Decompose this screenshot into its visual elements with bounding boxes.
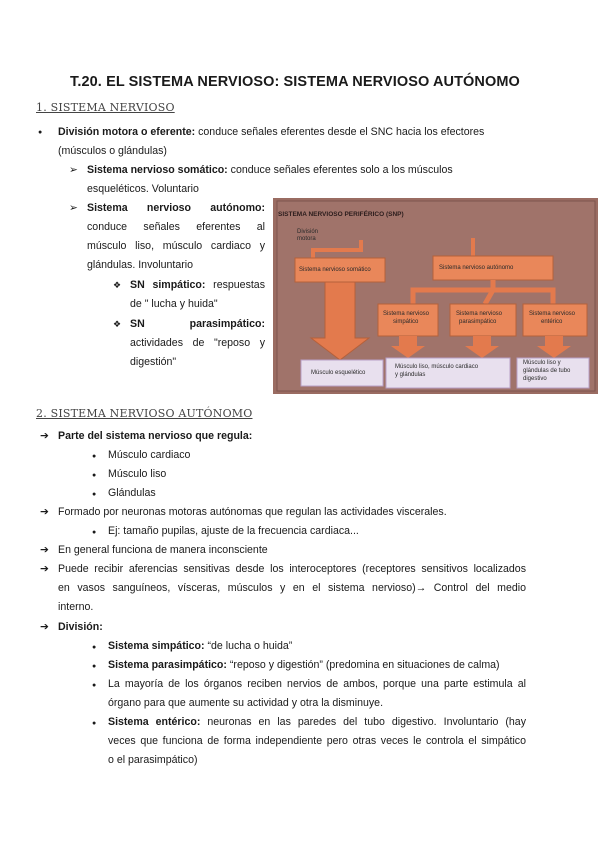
diagram-musculo-liso-1: Músculo liso, músculo cardiaco	[395, 364, 479, 370]
general-text: En general funciona de manera inconsciente	[58, 544, 268, 556]
ej-text: Ej: tamaño pupilas, ajuste de la frecuencia cardiaca...	[108, 525, 359, 537]
simpatico-line-1	[130, 276, 265, 295]
simpatico-item-text: “de lucha o huida”	[207, 640, 293, 652]
puede-line-1: Puede recibir aferencias sensitivas desde los interoceptores (receptores sensitivos localizados	[58, 563, 526, 575]
diagram-division-2: motora	[297, 236, 316, 242]
somatico-text-2: esqueléticos. Voluntario	[87, 183, 199, 195]
regula-item: Glándulas	[108, 487, 156, 499]
motora-text-1: conduce señales eferentes desde el SNC hacia los efectores	[198, 126, 485, 138]
bullet-dot: ●	[92, 682, 97, 689]
autonomo-line-2: conduce señales eferentes al	[87, 221, 265, 233]
diagram-musculo-glandulas-3: digestivo	[523, 376, 547, 382]
autonomo-bold: Sistema nervioso autónomo:	[87, 202, 265, 214]
diagram-musculo-esqueletico: Músculo esquelético	[311, 370, 366, 376]
arrow-bullet: ➔	[40, 544, 49, 556]
division-bold	[58, 618, 103, 637]
bullet-dot: ●	[92, 472, 97, 479]
bullet-dot: ●	[92, 491, 97, 498]
puede-line-2: en vasos sanguíneos, vísceras, músculos y en el sistema nervioso)→ Control del medio	[58, 582, 526, 594]
simpatico-item	[108, 637, 292, 656]
diagram-parasimpatico-1: Sistema nervioso	[456, 311, 503, 317]
somatico-bold: Sistema nervioso somático:	[87, 164, 228, 176]
bullet-dot: ●	[92, 663, 97, 670]
simpatico-item-bold: Sistema simpático:	[108, 640, 205, 652]
simpatico-text: respuestas	[213, 279, 265, 291]
section-heading-1: 1. SISTEMA NERVIOSO	[36, 101, 175, 114]
mayoria-line-1: La mayoría de los órganos reciben nervios de ambos, porque una parte estimula al	[108, 678, 526, 690]
regula-item: Músculo cardiaco	[108, 449, 191, 461]
regula-item: Músculo liso	[108, 468, 167, 480]
page-title: T.20. EL SISTEMA NERVIOSO: SISTEMA NERVIOSO AUTÓNOMO	[70, 74, 520, 90]
motora-text-2: (músculos o glándulas)	[58, 145, 167, 157]
snp-diagram-image	[273, 198, 598, 394]
bullet-dot: ●	[92, 720, 97, 727]
diagram-musculo-liso-2: y glándulas	[395, 372, 426, 378]
enterico-line-2: veces que funciona de forma independiente pero otras veces le controla el simpático	[108, 735, 526, 747]
diagram-parasimpatico-2: parasimpático	[459, 319, 497, 325]
diagram-simpatico-2: simpático	[393, 319, 419, 325]
simpatico-bold: SN simpático:	[130, 279, 206, 291]
diamond-bullet: ❖	[113, 280, 122, 290]
formado-text: Formado por neuronas motoras autónomas que regulan las actividades viscerales.	[58, 506, 447, 518]
diagram-simpatico-1: Sistema nervioso	[383, 311, 430, 317]
arrow-bullet: ➔	[40, 563, 49, 575]
enterico-line-1	[108, 713, 526, 732]
parasimpatico-bold	[130, 315, 265, 334]
enterico-bold: Sistema entérico:	[108, 716, 201, 728]
diagram-somatico: Sistema nervioso somático	[299, 267, 371, 273]
diagram-autonomo: Sistema nervioso autónomo	[439, 265, 514, 271]
bullet-dot: ●	[92, 453, 97, 460]
division-bold-text: División:	[58, 621, 103, 633]
arrowhead-bullet: ➢	[69, 164, 78, 176]
diagram-enterico-1: Sistema nervioso	[529, 311, 576, 317]
parasimpatico-bold-text: SN parasimpático:	[130, 318, 265, 330]
parasimpatico-item-text: “reposo y digestión” (predomina en situaciones de calma)	[229, 659, 500, 671]
arrow-bullet: ➔	[40, 621, 49, 633]
mayoria-line-2: órgano para que aumente su actividad y otra la disminuye.	[108, 697, 384, 709]
bullet-dot: ●	[38, 129, 43, 136]
parte-bold-text: Parte del sistema nervioso que regula:	[58, 430, 253, 442]
simpatico-line-2: de " lucha y huida"	[130, 298, 218, 310]
bullet-dot: ●	[92, 644, 97, 651]
diagram-musculo-glandulas-1: Músculo liso y	[523, 360, 561, 366]
diagram-musculo-glandulas-2: glándulas de tubo	[523, 368, 571, 374]
motora-line-1	[58, 123, 526, 142]
section-heading-2: 2. SISTEMA NERVIOSO AUTÓNOMO	[36, 407, 253, 420]
puede-line-3: interno.	[58, 601, 94, 613]
parte-bold	[58, 427, 252, 446]
parasimpatico-item	[108, 656, 500, 675]
diagram-header: SISTEMA NERVIOSO PERIFÉRICO (SNP)	[278, 211, 404, 218]
autonomo-line-4: glándulas. Involuntario	[87, 259, 194, 271]
parasimpatico-item-bold: Sistema parasimpático:	[108, 659, 227, 671]
bullet-dot: ●	[92, 529, 97, 536]
enterico-text-1: neuronas en las paredes del tubo digestivo. Involuntario (hay	[207, 716, 526, 728]
diagram-enterico-2: entérico	[541, 319, 563, 325]
parasimpatico-line-3: digestión"	[130, 356, 177, 368]
arrowhead-bullet: ➢	[69, 202, 78, 214]
enterico-line-3: o el parasimpático)	[108, 754, 198, 766]
arrow-bullet: ➔	[40, 430, 49, 442]
somatico-text-1: conduce señales eferentes solo a los músculos	[230, 164, 453, 176]
arrow-bullet: ➔	[40, 506, 49, 518]
motora-bold: División motora o eferente:	[58, 126, 196, 138]
somatico-line-1	[87, 161, 526, 180]
diagram-division-1: División	[297, 229, 319, 235]
parasimpatico-line-2: actividades de "reposo y	[130, 337, 265, 349]
diamond-bullet: ❖	[113, 319, 122, 329]
autonomo-line-3: músculo liso, músculo cardiaco y	[87, 240, 265, 252]
